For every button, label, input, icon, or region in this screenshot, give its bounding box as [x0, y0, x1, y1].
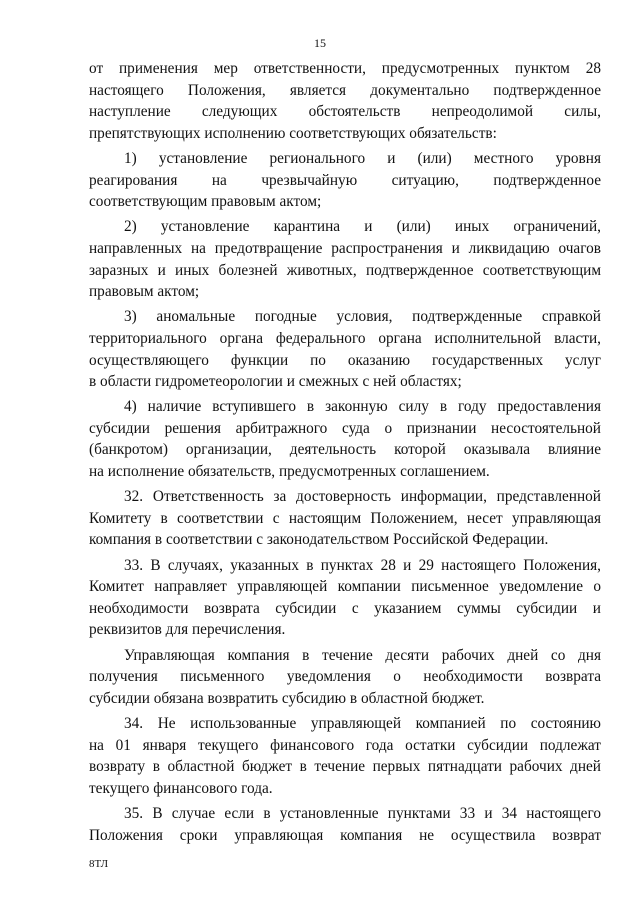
text-line: 2) установление карантина и (или) иных ограничений,: [124, 218, 601, 236]
text-line: Управляющая компания в течение десяти рабочих дней со дня: [124, 646, 601, 664]
text-line: компания в соответствии с законодательством Российской Федерации.: [89, 531, 549, 549]
text-line: 32. Ответственность за достоверность информации, представленной: [124, 488, 601, 506]
text-line: (банкротом) организации, деятельность которой оказывала влияние: [89, 441, 601, 459]
text-line: 3) аномальные погодные условия, подтвержденные справкой: [124, 308, 601, 326]
text-line: заразных и иных болезней животных, подтвержденное соответствующим: [89, 261, 601, 279]
paragraph: [89, 58, 601, 144]
text-line: Положения сроки управляющая компания не осуществила возврат: [89, 826, 601, 844]
text-line: территориального органа федерального органа исполнительной власти,: [89, 329, 601, 347]
paragraph: [89, 148, 601, 213]
document-body: [89, 58, 601, 846]
paragraph: [89, 555, 601, 641]
text-line: соответствующим правовым актом;: [89, 193, 322, 211]
text-line: субсидии решения арбитражного суда о признании несостоятельной: [89, 419, 601, 437]
text-line: от применения мер ответственности, предусмотренных пунктом 28: [89, 60, 601, 77]
text-line: препятствующих исполнению соответствующих обязательств:: [89, 124, 497, 142]
text-line: субсидии обязана возвратить субсидию в областной бюджет.: [89, 689, 485, 707]
text-line: реквизитов для перечисления.: [89, 621, 286, 639]
text-line: 35. В случае если в установленные пунктами 33 и 34 настоящего: [124, 804, 601, 822]
paragraph: [89, 396, 601, 482]
text-line: 1) установление регионального и (или) местного уровня: [124, 149, 601, 167]
text-line: наступление следующих обстоятельств непреодолимой силы,: [89, 103, 601, 121]
text-line: возврату в областной бюджет в течение первых пятнадцати рабочих дней: [89, 758, 601, 776]
text-line: получения письменного уведомления о необходимости возврата: [89, 668, 601, 686]
text-line: необходимости возврата субсидии с указанием суммы субсидии и: [89, 599, 601, 617]
text-line: реагирования на чрезвычайную ситуацию, подтвержденное: [89, 171, 601, 189]
text-line: 34. Не использованные управляющей компанией по состоянию: [124, 714, 601, 732]
paragraph: [89, 486, 601, 551]
text-line: на исполнение обязательств, предусмотренных соглашением.: [89, 463, 490, 481]
text-line: правовым актом;: [89, 283, 200, 301]
text-line: на 01 января текущего финансового года остатки субсидии подлежат: [89, 736, 601, 754]
text-line: 33. В случаях, указанных в пунктах 28 и 29 настоящего Положения,: [124, 556, 601, 574]
page-number: 15: [314, 36, 326, 50]
text-line: 4) наличие вступившего в законную силу в году предоставления: [124, 398, 601, 416]
text-line: Комитет направляет управляющей компании письменное уведомление о: [89, 578, 601, 596]
paragraph: [89, 645, 601, 710]
paragraph: [89, 713, 601, 799]
paragraph: [89, 306, 601, 392]
text-line: в области гидрометеорологии и смежных с ней областях;: [89, 373, 462, 391]
paragraph: [89, 216, 601, 302]
text-line: осуществляющего функции по оказанию государственных услуг: [89, 351, 601, 369]
text-line: направленных на предотвращение распространения и ликвидацию очагов: [89, 239, 601, 257]
footer-mark: 8ТЛ: [89, 858, 109, 870]
text-line: настоящего Положения, является документально подтвержденное: [89, 81, 601, 99]
text-line: текущего финансового года.: [89, 779, 273, 797]
paragraph: [89, 803, 601, 846]
text-line: Комитету в соответствии с настоящим Положением, несет управляющая: [89, 509, 601, 527]
